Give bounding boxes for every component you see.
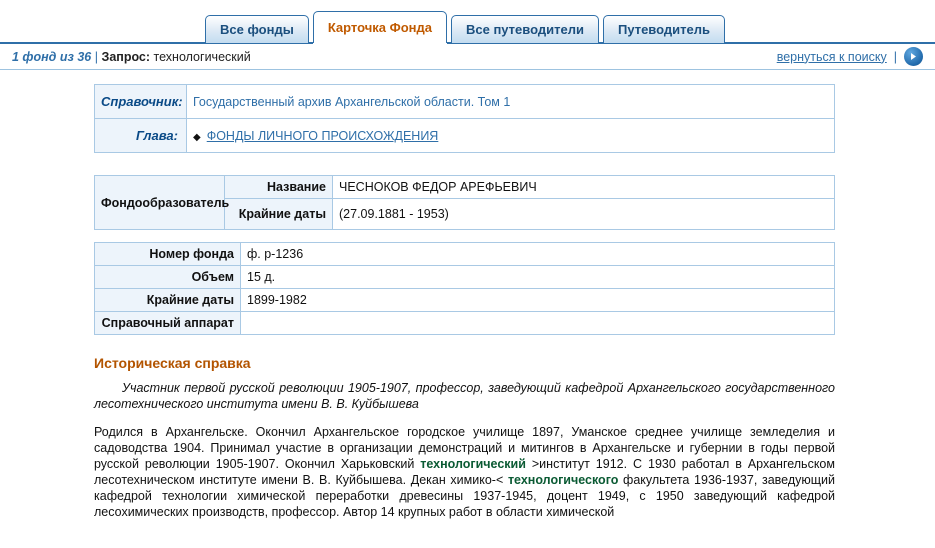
chapter-label: Глава: xyxy=(95,119,187,153)
fund-number-label: Номер фонда xyxy=(95,243,241,266)
tab-guide[interactable]: Путеводитель xyxy=(603,15,725,43)
fund-volume-label: Объем xyxy=(95,266,241,289)
fund-finding-aid-value xyxy=(241,312,835,335)
query-value: технологический xyxy=(153,49,251,64)
highlight-term-2: технологического xyxy=(507,473,619,487)
creator-dates-label: Крайние даты xyxy=(225,199,333,230)
creator-side-label: Фондообразователь xyxy=(95,176,225,230)
reference-table xyxy=(94,84,835,153)
historical-note-body xyxy=(94,424,835,520)
tab-list xyxy=(205,11,725,43)
fund-dates-value: 1899-1982 xyxy=(241,289,835,312)
table-row xyxy=(95,176,835,199)
historical-note-lead: Участник первой русской революции 1905-1907, профессор, заведующий кафедрой Архангельского государственного лесотехнического института имени В. В. Куйбышева xyxy=(94,381,835,411)
tab-fund-card[interactable]: Карточка Фонда xyxy=(313,11,447,43)
info-bar-left xyxy=(12,50,251,64)
table-row xyxy=(95,85,835,119)
body-part-2: >институт 1912. С 1930 работал в Архангельском лесотехническом институте имени В. В. Куйбышева. Декан химико-< xyxy=(94,457,835,487)
table-row xyxy=(95,243,835,266)
content-area xyxy=(0,70,935,520)
info-bar-right xyxy=(777,47,923,66)
chapter-link[interactable]: ФОНДЫ ЛИЧНОГО ПРОИСХОЖДЕНИЯ xyxy=(206,128,439,143)
back-to-search-link[interactable]: вернуться к поиску xyxy=(776,49,887,64)
highlight-term-1: технологический xyxy=(420,457,526,471)
tab-bar xyxy=(0,0,935,44)
tab-all-funds[interactable]: Все фонды xyxy=(205,15,309,43)
creator-dates-value: (27.09.1881 - 1953) xyxy=(333,199,835,230)
body-part-3: факультета 1936-1937, заведующий кафедрой технологии химической переработки древесины 1937-1945, доцент 1949, с 1950 заведующий кафедрой лесохимических производств, профессор. Автор 14 крупных работ в области химической xyxy=(94,473,835,519)
fund-dates-label: Крайние даты xyxy=(95,289,241,312)
body-part-1: Родился в Архангельске. Окончил Архангельское городское училище 1897, Уманское среднее училище земледелия и садоводства 1904. Принимал участие в организации демонстраций и митингов в Архангельске и губернии в годы первой русской революции 1905-1907. Окончил Харьковский xyxy=(94,425,835,471)
table-row xyxy=(95,312,835,335)
fund-finding-aid-label: Справочный аппарат xyxy=(95,312,241,335)
creator-name-label: Название xyxy=(225,176,333,199)
chapter-cell xyxy=(187,119,835,153)
creator-table xyxy=(94,175,835,230)
historical-note-title: Историческая справка xyxy=(94,355,251,371)
table-row xyxy=(95,289,835,312)
result-count: 1 фонд из 36 xyxy=(12,49,92,64)
bullet-icon: ◆ xyxy=(193,131,201,143)
fund-volume-value: 15 д. xyxy=(241,266,835,289)
table-row xyxy=(95,119,835,153)
reference-label: Справочник: xyxy=(95,85,187,119)
query-label: Запрос: xyxy=(101,49,151,64)
info-separator: | xyxy=(94,49,98,64)
fund-details-table xyxy=(94,242,835,335)
creator-name-value: ЧЕСНОКОВ ФЕДОР АРЕФЬЕВИЧ xyxy=(333,176,835,199)
reference-value: Государственный архив Архангельской области. Том 1 xyxy=(187,85,835,119)
info-pipe: | xyxy=(893,49,897,64)
fund-number-value: ф. р-1236 xyxy=(241,243,835,266)
tab-all-guides[interactable]: Все путеводители xyxy=(451,15,599,43)
historical-note xyxy=(94,355,835,520)
table-row xyxy=(95,266,835,289)
arrow-right-icon[interactable] xyxy=(904,47,923,66)
info-bar xyxy=(0,44,935,70)
